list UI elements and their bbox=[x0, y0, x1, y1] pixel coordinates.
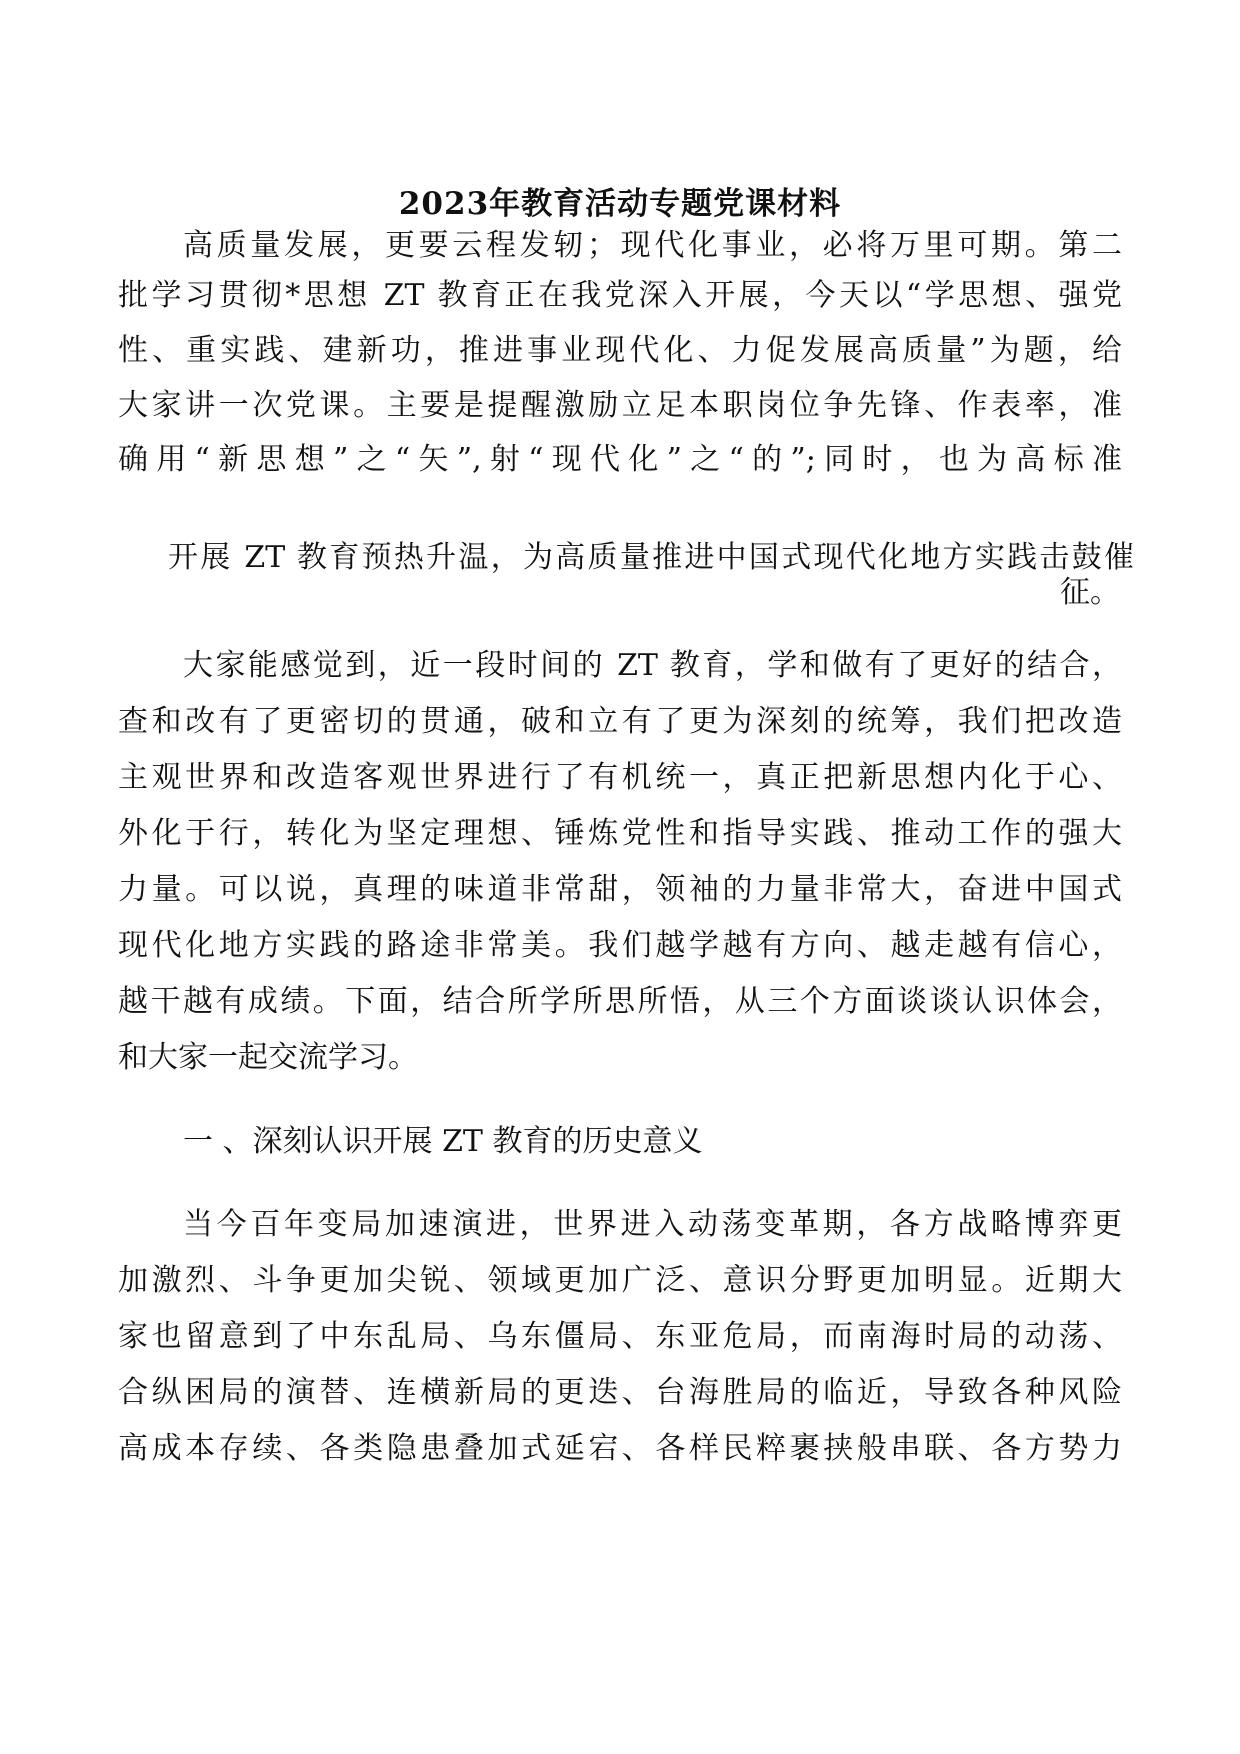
paragraph-3-line-1: 当今百年变局加速演进，世界进入动荡变革期，各方战略博弈更 bbox=[183, 1207, 1122, 1242]
section-heading-1: 一 、深刻认识开展 ZT 教育的历史意义 bbox=[183, 1124, 703, 1159]
paragraph-1-line-1: 高质量发展，更要云程发轫；现代化事业，必将万里可期。第二 bbox=[183, 228, 1122, 263]
paragraph-2-line-7: 越干越有成绩。下面，结合所学所思所悟，从三个方面谈谈认识体会， bbox=[118, 984, 1122, 1019]
paragraph-1-line-7: 征。 bbox=[1060, 575, 1120, 610]
paragraph-2-line-2: 查和改有了更密切的贯通，破和立有了更为深刻的统筹，我们把改造 bbox=[118, 704, 1122, 739]
paragraph-3-line-3: 家也留意到了中东乱局、乌东僵局、东亚危局，而南海时局的动荡、 bbox=[118, 1319, 1122, 1354]
document-title: 2023年教育活动专题党课材料 bbox=[398, 186, 842, 222]
paragraph-2-line-8: 和大家一起交流学习。 bbox=[118, 1040, 418, 1075]
paragraph-2-line-4: 外化于行，转化为坚定理想、锤炼党性和指导实践、推动工作的强大 bbox=[118, 816, 1122, 851]
paragraph-2-line-3: 主观世界和改造客观世界进行了有机统一，真正把新思想内化于心、 bbox=[118, 760, 1122, 795]
paragraph-1-line-3: 性、重实践、建新功，推进事业现代化、力促发展高质量”为题，给 bbox=[118, 333, 1122, 368]
paragraph-2-line-5: 力量。可以说，真理的味道非常甜，领袖的力量非常大，奋进中国式 bbox=[118, 872, 1122, 907]
paragraph-2-line-6: 现代化地方实践的路途非常美。我们越学越有方向、越走越有信心， bbox=[118, 928, 1122, 963]
paragraph-1-line-2: 批学习贯彻*思想 ZT 教育正在我党深入开展，今天以“学思想、强党 bbox=[118, 278, 1122, 313]
paragraph-3-line-5: 高成本存续、各类隐患叠加式延宕、各样民粹裹挟般串联、各方势力 bbox=[118, 1431, 1122, 1466]
paragraph-1-line-5: 确用“新思想”之“矢”,射“现代化”之“的”;同时，也为高标准 bbox=[118, 442, 1122, 477]
paragraph-3-line-2: 加激烈、斗争更加尖锐、领域更加广泛、意识分野更加明显。近期大 bbox=[118, 1263, 1122, 1298]
paragraph-1-line-6: 开展 ZT 教育预热升温，为高质量推进中国式现代化地方实践击鼓催 bbox=[168, 540, 1134, 575]
paragraph-1-line-4: 大家讲一次党课。主要是提醒激励立足本职岗位争先锋、作表率，准 bbox=[118, 388, 1122, 423]
paragraph-2-line-1: 大家能感觉到，近一段时间的 ZT 教育，学和做有了更好的结合， bbox=[183, 648, 1122, 683]
paragraph-3-line-4: 合纵困局的演替、连横新局的更迭、台海胜局的临近，导致各种风险 bbox=[118, 1375, 1122, 1410]
